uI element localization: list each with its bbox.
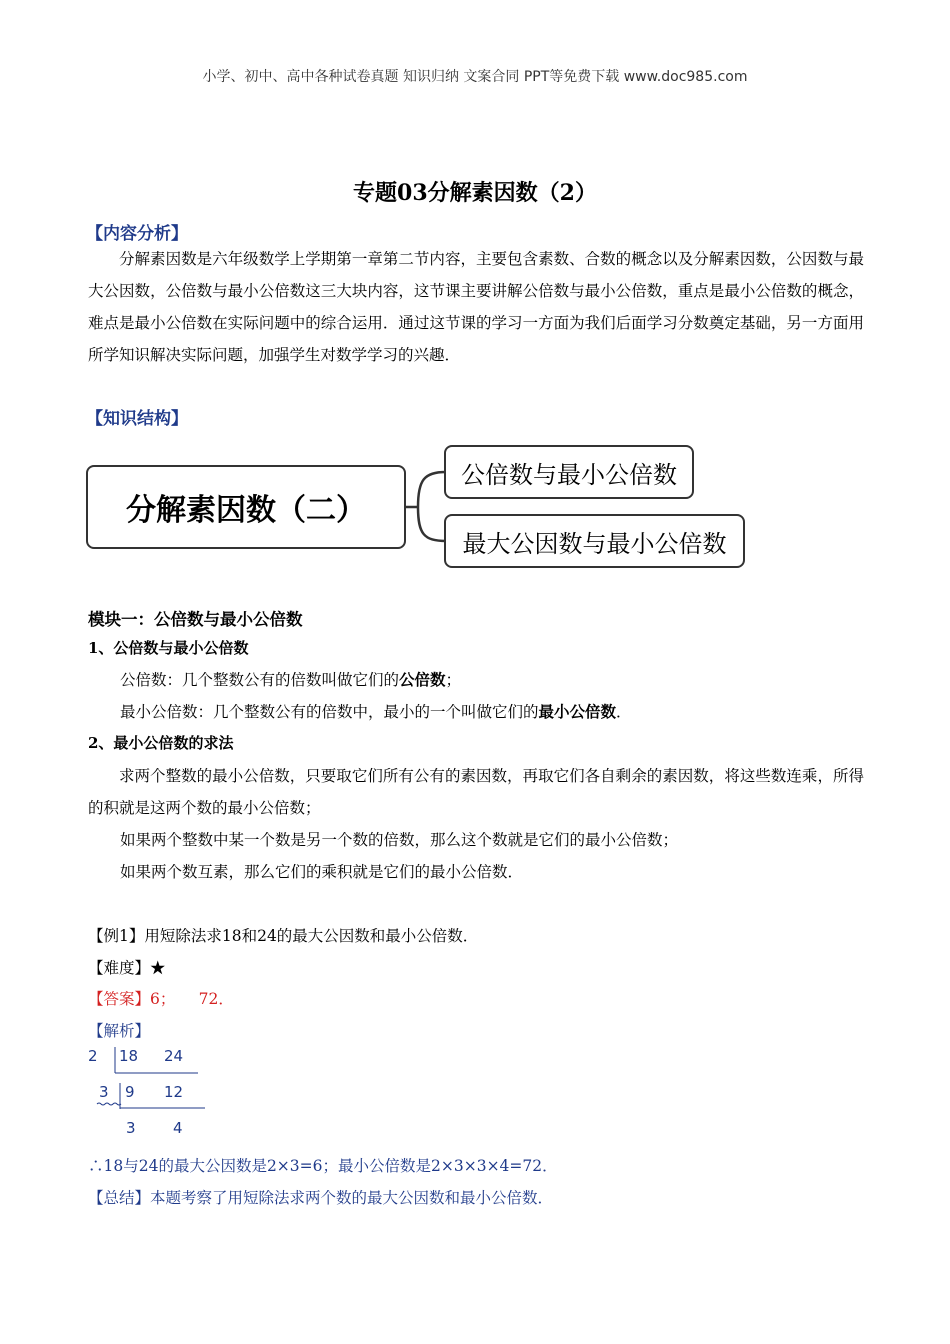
module1-sub1: 1、公倍数与最小公倍数: [88, 639, 249, 657]
example1-answer: 【答案】6； 72．: [88, 990, 234, 1008]
mind-map-branch-gcd-lcm: 最大公因数与最小公倍数: [444, 514, 745, 568]
example1-summary: 【总结】本题考察了用短除法求两个数的最大公因数和最小公倍数．: [88, 1189, 554, 1207]
lcm-method-3: 如果两个数互素，那么它们的乘积就是它们的最小公倍数．: [120, 863, 524, 881]
lcm-method-1: 求两个整数的最小公倍数，只要取它们所有公有的素因数，再取它们各自剩余的素因数，将这些数连乘，所得的积就是这两个数的最小公倍数；: [88, 767, 864, 817]
division-value: 18: [119, 1047, 139, 1065]
division-value: 24: [164, 1047, 184, 1065]
difficulty-label: 【难度】: [88, 959, 151, 977]
division-divisor-1: 2: [88, 1047, 98, 1065]
page-title: 专题03分解素因数（2）: [353, 180, 597, 206]
def1-term: 公倍数: [399, 670, 446, 689]
def2-term: 最小公倍数: [538, 702, 617, 721]
difficulty-star-icon: ★: [150, 959, 166, 977]
division-value: 9: [125, 1083, 135, 1101]
division-value: 12: [164, 1083, 184, 1101]
lcm-method-2: 如果两个整数中某一个数是另一个数的倍数，那么这个数就是它们的最小公倍数；: [120, 831, 679, 849]
module1-heading: 模块一：公倍数与最小公倍数: [88, 610, 303, 629]
def1-suffix: ；: [445, 671, 462, 689]
knowledge-structure-heading: 【知识结构】: [86, 409, 188, 429]
module1-sub2: 2、最小公倍数的求法: [88, 734, 234, 752]
def1-prefix: 公倍数：几个整数公有的倍数叫做它们的: [120, 671, 400, 689]
division-divisor-2: 3: [99, 1083, 109, 1101]
content-analysis-text: 分解素因数是六年级数学上学期第一章第二节内容，主要包含素数、合数的概念以及分解素因数，公因数与最大公因数，公倍数与最小公倍数这三大块内容，这节课主要讲解公倍数与最小公倍数，重点是最小公倍数的概念，难点是最小公倍数在实际问题中的综合运用．通过这节课的学习一方面为我们后面学习分数奠定基础，另一方面用所学知识解决实际问题，加强学生对数学学习的兴趣．: [88, 250, 864, 364]
example1-conclusion: ∴18与24的最大公因数是2×3=6；最小公倍数是2×3×3×4=72．: [88, 1157, 558, 1175]
page-header: 小学、初中、高中各种试卷真题 知识归纳 文案合同 PPT等免费下载 www.doc985.com: [202, 69, 748, 85]
mind-map-branch-common-multiple: 公倍数与最小公倍数: [444, 445, 694, 499]
division-quotient: 3: [126, 1119, 136, 1137]
mind-map-root: 分解素因数（二）: [86, 465, 406, 549]
division-quotient: 4: [173, 1119, 183, 1137]
def2-prefix: 最小公倍数：几个整数公有的倍数中，最小的一个叫做它们的: [120, 703, 539, 721]
example1-analysis-label: 【解析】: [88, 1022, 151, 1040]
example1-question: 【例1】用短除法求18和24的最大公因数和最小公倍数．: [88, 927, 479, 945]
content-analysis-heading: 【内容分析】: [86, 224, 188, 244]
def2-suffix: ．: [616, 703, 632, 721]
